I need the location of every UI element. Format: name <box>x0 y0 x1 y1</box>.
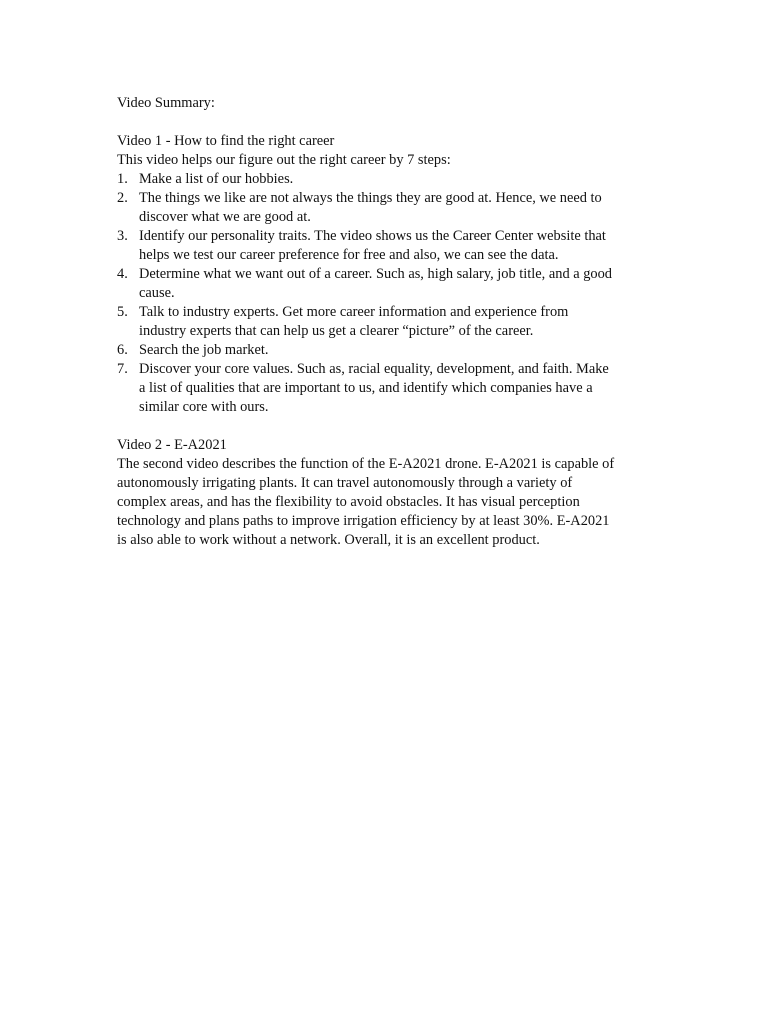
step-text: a list of qualities that are important to us, and identify which companies have a <box>139 380 593 396</box>
step-text: discover what we are good at. <box>139 209 311 225</box>
list-item <box>117 189 657 227</box>
step-text: Determine what we want out of a career. Such as, high salary, job title, and a good <box>139 266 613 282</box>
step-text: cause. <box>139 285 175 301</box>
step-text: Make a list of our hobbies. <box>139 171 294 187</box>
list-item <box>117 227 657 265</box>
step-number: 4. <box>117 266 128 282</box>
step-number: 6. <box>117 342 128 358</box>
step-text: Search the job market. <box>139 342 269 358</box>
video2-paragraph <box>117 455 657 550</box>
step-number: 7. <box>117 361 128 377</box>
step-number: 3. <box>117 228 128 244</box>
step-text: industry experts that can help us get a clearer “picture” of the career. <box>139 323 534 339</box>
step-number: 2. <box>117 190 128 206</box>
spacer <box>117 417 657 436</box>
video2-title: Video 2 - E-A2021 <box>117 437 227 453</box>
paragraph-line: autonomously irrigating plants. It can travel autonomously through a variety of <box>117 475 573 491</box>
step-text: similar core with ours. <box>139 399 269 415</box>
video1-title: Video 1 - How to find the right career <box>117 133 335 149</box>
step-text: Discover your core values. Such as, racial equality, development, and faith. Make <box>139 361 609 377</box>
step-number: 1. <box>117 171 128 187</box>
paragraph-line: technology and plans paths to improve irrigation efficiency by at least 30%. E-A2021 <box>117 513 610 529</box>
video1-steps-list <box>117 170 657 417</box>
list-item <box>117 303 657 341</box>
step-text: Identify our personality traits. The video shows us the Career Center website that <box>139 228 606 244</box>
document-heading: Video Summary: <box>117 95 215 111</box>
document-page <box>117 94 657 550</box>
spacer <box>117 113 657 132</box>
step-text: The things we like are not always the things they are good at. Hence, we need to <box>139 190 602 206</box>
list-item <box>117 360 657 417</box>
list-item <box>117 341 657 360</box>
step-text: helps we test our career preference for free and also, we can see the data. <box>139 247 559 263</box>
paragraph-line: complex areas, and has the flexibility to avoid obstacles. It has visual perception <box>117 494 580 510</box>
video1-intro: This video helps our figure out the right career by 7 steps: <box>117 152 451 168</box>
step-number: 5. <box>117 304 128 320</box>
paragraph-line: is also able to work without a network. Overall, it is an excellent product. <box>117 532 540 548</box>
paragraph-line: The second video describes the function of the E-A2021 drone. E-A2021 is capable of <box>117 456 615 472</box>
step-text: Talk to industry experts. Get more career information and experience from <box>139 304 569 320</box>
list-item <box>117 170 657 189</box>
list-item <box>117 265 657 303</box>
